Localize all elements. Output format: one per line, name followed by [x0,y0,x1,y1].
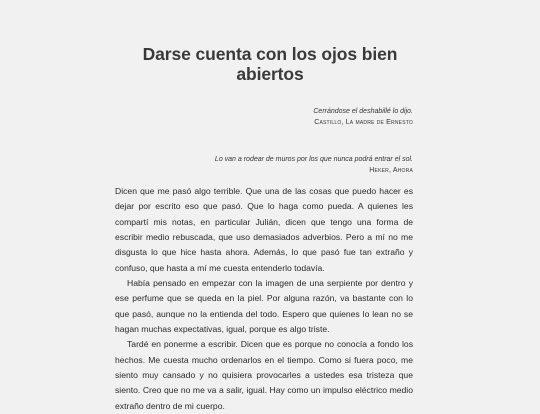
epigraph-source: Castillo, La madre de Ernesto [314,119,413,126]
paragraph: Tardé en ponerme a escribir. Dicen que es porque no conocía a fondo los hechos. Me cuesta mucho ordenarlos en el tiempo. Como si fuera poco, me siento muy cansado y no quisiera provocarles a ustedes esa tristeza que siento. Creo que no me va a salir, igual. Hay como un impulso eléctrico medio extraño dentro de mi cuerpo. [115,339,413,411]
paragraph: Había pensado en empezar con la imagen de una serpiente por dentro y ese perfume que se queda en la piel. Por alguna razón, va bastante con lo que pasó, aunque no la entienda del todo. Espero que quienes lo lean no se hagan muchas expectativas, igual, porque es algo triste. [115,278,413,335]
epigraph-1 [313,106,413,128]
epigraph-quote: Cerrándose el deshabillé lo dijo. [313,108,413,115]
chapter-title: Darse cuenta con los ojos bien abiertos [142,44,398,84]
epigraph-2 [215,154,413,176]
epigraph-source: Heker, Ahora [369,167,413,174]
body-text [115,184,413,414]
paragraph: Dicen que me pasó algo terrible. Que una de las cosas que puedo hacer es dejar por escrito eso que pasó. Que lo haga como pueda. A quienes les compartí mis notas, en particular Julián, dicen que tengo una forma de escribir medio rebuscada, que uso demasiados adverbios. Pero a mí no me disgusta lo que hice hasta ahora. Además, lo que pasó fue tan extraño y confuso, que hasta a mí me cuesta entenderlo todavía. [115,186,413,273]
epigraph-quote: Lo van a rodear de muros por los que nunca podrá entrar el sol. [214,156,413,163]
